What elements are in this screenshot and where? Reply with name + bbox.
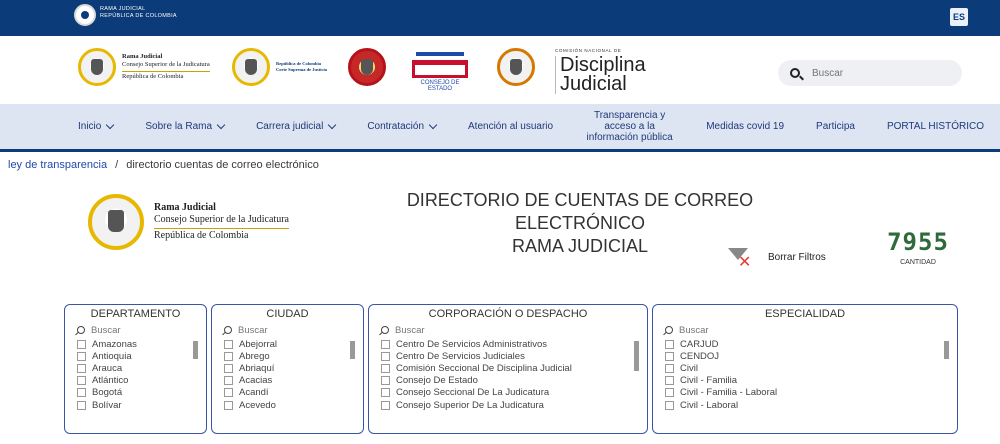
- checkbox[interactable]: [77, 352, 86, 361]
- filter-options: [369, 338, 647, 411]
- filter-options: [212, 338, 363, 411]
- filter-option[interactable]: Consejo De Estado: [381, 375, 647, 387]
- checkbox[interactable]: [381, 364, 390, 373]
- filter-option[interactable]: Bolívar: [77, 399, 206, 411]
- filter-option[interactable]: CENDOJ: [665, 350, 957, 362]
- logo-consejo-superior[interactable]: [78, 48, 210, 86]
- checkbox[interactable]: [224, 388, 233, 397]
- filter-corporacion: [368, 304, 648, 434]
- checkbox[interactable]: [381, 376, 390, 385]
- nav-carrera-judicial[interactable]: Carrera judicial: [240, 121, 351, 132]
- results-count: [880, 228, 956, 266]
- filter-option[interactable]: Civil - Familia: [665, 375, 957, 387]
- brand-line-1: RAMA JUDICIAL: [100, 6, 146, 12]
- page-title-line-1: DIRECTORIO DE CUENTAS DE CORREO ELECTRÓNICO: [406, 190, 754, 233]
- scrollbar-thumb[interactable]: [634, 341, 639, 371]
- chevron-down-icon: [106, 121, 114, 129]
- filter-search[interactable]: [65, 322, 206, 338]
- filter-option[interactable]: Acacias: [224, 375, 363, 387]
- filter-option[interactable]: Bogotá: [77, 387, 206, 399]
- filter-option[interactable]: Comisión Seccional De Disciplina Judicial: [381, 362, 647, 374]
- logo-disciplina-judicial[interactable]: [555, 56, 646, 94]
- filter-search-input[interactable]: [91, 325, 194, 336]
- filter-option[interactable]: CARJUD: [665, 338, 957, 350]
- coat-of-arms-icon: [232, 48, 270, 86]
- chevron-down-icon: [328, 121, 336, 129]
- logo-rama-line-1: Rama Judicial: [122, 53, 163, 60]
- logo-corte-suprema[interactable]: [232, 48, 327, 86]
- building-icon: [412, 60, 468, 78]
- directory-header: [0, 172, 1000, 277]
- checkbox[interactable]: [665, 352, 674, 361]
- scrollbar-thumb[interactable]: [193, 341, 198, 359]
- checkbox[interactable]: [665, 376, 674, 385]
- top-bar: [0, 0, 1000, 36]
- filter-title: CIUDAD: [266, 308, 309, 320]
- logo-disciplina-line-1: Disciplina: [560, 54, 646, 76]
- filter-panels: [0, 304, 1000, 434]
- filter-option[interactable]: Consejo Seccional De La Judicatura: [381, 387, 647, 399]
- logo-corte-constitucional[interactable]: [348, 48, 386, 86]
- top-brand[interactable]: [100, 6, 177, 20]
- filter-search[interactable]: [653, 322, 957, 338]
- rama-judicial-seal-icon[interactable]: [74, 4, 96, 26]
- checkbox[interactable]: [665, 340, 674, 349]
- filter-option[interactable]: Antioquia: [77, 350, 206, 362]
- filter-especialidad: [652, 304, 958, 434]
- header-logo-line-1: Rama Judicial: [154, 202, 216, 213]
- filter-search-input[interactable]: [395, 325, 608, 336]
- count-label: CANTIDAD: [900, 259, 936, 266]
- filter-option[interactable]: Atlántico: [77, 375, 206, 387]
- filter-search[interactable]: [369, 322, 647, 338]
- filter-option[interactable]: Centro De Servicios Judiciales: [381, 350, 647, 362]
- breadcrumb-link[interactable]: ley de transparencia: [8, 159, 108, 171]
- checkbox[interactable]: [224, 352, 233, 361]
- filter-option[interactable]: Acevedo: [224, 399, 363, 411]
- filter-option[interactable]: Acandí: [224, 387, 363, 399]
- filter-option[interactable]: Abrego: [224, 350, 363, 362]
- coat-of-arms-icon: [78, 48, 116, 86]
- chevron-down-icon: [429, 121, 437, 129]
- checkbox[interactable]: [77, 364, 86, 373]
- logo-bar: [0, 36, 1000, 104]
- checkbox[interactable]: [381, 340, 390, 349]
- coat-of-arms-icon: [497, 48, 535, 86]
- nav-sobre-la-rama[interactable]: Sobre la Rama: [129, 121, 240, 132]
- search-icon: [665, 326, 673, 334]
- nav-inicio[interactable]: Inicio: [0, 121, 129, 132]
- checkbox[interactable]: [224, 401, 233, 410]
- page-title-line-2: RAMA JUDICIAL: [511, 236, 649, 256]
- logo-rama-line-3: República de Colombia: [122, 71, 210, 81]
- checkbox[interactable]: [381, 388, 390, 397]
- filter-option[interactable]: Amazonas: [77, 338, 206, 350]
- search-icon: [77, 326, 85, 334]
- logo-consejo-de-estado[interactable]: [408, 50, 472, 92]
- nav-transparencia[interactable]: Transparencia y acceso a la información pública: [586, 110, 673, 143]
- checkbox[interactable]: [77, 401, 86, 410]
- checkbox[interactable]: [224, 376, 233, 385]
- clear-filters-button[interactable]: [728, 246, 826, 268]
- filter-title: ESPECIALIDAD: [764, 308, 846, 320]
- logo-corte-line-2: Corte Suprema de Justicia: [276, 67, 328, 72]
- header-logo: [88, 194, 289, 250]
- coat-of-arms-icon: [88, 194, 144, 250]
- logo-corte-line-1: República de Colombia: [276, 61, 322, 66]
- filter-option[interactable]: Civil - Laboral: [665, 399, 957, 411]
- filter-option[interactable]: Civil: [665, 362, 957, 374]
- filter-title: DEPARTAMENTO: [90, 308, 181, 320]
- filter-title: CORPORACIÓN O DESPACHO: [428, 308, 588, 320]
- nav-atencion-usuario[interactable]: Atención al usuario: [468, 121, 554, 132]
- nav-participa[interactable]: Participa: [816, 121, 855, 132]
- checkbox[interactable]: [381, 401, 390, 410]
- checkbox[interactable]: [381, 352, 390, 361]
- count-value: 7955: [887, 228, 949, 256]
- filter-search-input[interactable]: [238, 325, 349, 336]
- scrollbar-thumb[interactable]: [944, 341, 949, 359]
- search-icon: [381, 326, 389, 334]
- checkbox[interactable]: [224, 340, 233, 349]
- checkbox[interactable]: [224, 364, 233, 373]
- nav-contratacion[interactable]: Contratación: [351, 121, 452, 132]
- filter-option[interactable]: Centro De Servicios Administrativos: [381, 338, 647, 350]
- filter-search[interactable]: [212, 322, 363, 338]
- filter-clear-icon[interactable]: [728, 246, 750, 268]
- brand-line-2: REPÚBLICA DE COLOMBIA: [100, 13, 177, 19]
- header-logo-line-3: República de Colombia: [154, 228, 289, 242]
- checkbox[interactable]: [77, 340, 86, 349]
- filter-options: [653, 338, 957, 411]
- filter-option[interactable]: Arauca: [77, 362, 206, 374]
- clear-filters-label[interactable]: Borrar Filtros: [768, 251, 826, 263]
- logo-rama-line-2: Consejo Superior de la Judicatura: [122, 61, 210, 68]
- logo-consejo-estado-text: CONSEJO DE ESTADO: [420, 80, 460, 92]
- checkbox[interactable]: [665, 388, 674, 397]
- search-icon[interactable]: [790, 68, 800, 78]
- checkbox[interactable]: [665, 364, 674, 373]
- filter-option[interactable]: Abriaquí: [224, 362, 363, 374]
- logo-disciplina-emblem[interactable]: [497, 48, 535, 86]
- main-nav: [0, 104, 1000, 152]
- logo-disciplina-small: COMISIÓN NACIONAL DE: [555, 48, 622, 53]
- header-logo-line-2: Consejo Superior de la Judicatura: [154, 214, 289, 225]
- breadcrumb-separator: /: [115, 159, 119, 171]
- logo-disciplina-line-2: Judicial: [560, 73, 627, 95]
- search-icon: [224, 326, 232, 334]
- seal-icon: [348, 48, 386, 86]
- chevron-down-icon: [217, 121, 225, 129]
- checkbox[interactable]: [77, 388, 86, 397]
- scrollbar-thumb[interactable]: [350, 341, 355, 359]
- filter-departamento: [64, 304, 207, 434]
- search-input[interactable]: [812, 68, 952, 79]
- checkbox[interactable]: [665, 401, 674, 410]
- breadcrumb-current: directorio cuentas de correo electrónico: [126, 159, 319, 171]
- breadcrumb: [0, 152, 1000, 172]
- nav-medidas-covid[interactable]: Medidas covid 19: [706, 121, 785, 132]
- filter-option[interactable]: Civil - Familia - Laboral: [665, 387, 957, 399]
- nav-portal-historico[interactable]: PORTAL HISTÓRICO: [886, 121, 984, 132]
- checkbox[interactable]: [77, 376, 86, 385]
- filter-option[interactable]: Consejo Superior De La Judicatura: [381, 399, 647, 411]
- language-button[interactable]: ES: [950, 8, 968, 26]
- filter-search-input[interactable]: [679, 325, 913, 336]
- filter-options: [65, 338, 206, 411]
- filter-ciudad: [211, 304, 364, 434]
- filter-option[interactable]: Abejorral: [224, 338, 363, 350]
- site-search[interactable]: [778, 60, 962, 86]
